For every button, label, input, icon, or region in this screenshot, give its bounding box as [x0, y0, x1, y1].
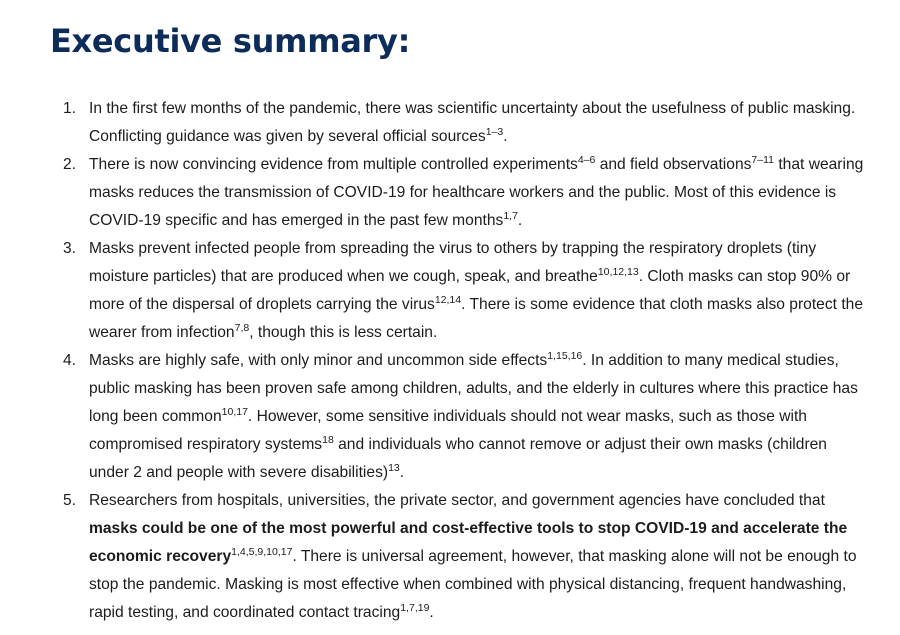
list-item-number: 5.	[63, 492, 77, 509]
citation-superscript: 13	[388, 462, 400, 474]
body-text: . However, some sensitive individuals should not wear masks, such as those with compromised respiratory systems	[89, 408, 807, 453]
citation-superscript: 7–11	[751, 154, 775, 166]
citation-superscript: 1,4,5,9,10,17	[231, 546, 293, 558]
list-item	[0, 95, 865, 151]
list-item	[0, 347, 865, 487]
citation-superscript: 18	[322, 434, 334, 446]
bold-text: masks could be one of the most powerful and cost-effective tools to stop COVID-19 and accelerate the economic recovery	[89, 520, 848, 565]
body-text: . There is some evidence that cloth masks also protect the wearer from infection	[89, 296, 863, 341]
citation-superscript: 12,14	[434, 294, 462, 306]
list-item-number: 3.	[63, 240, 77, 257]
body-text: There is now convincing evidence from multiple controlled experiments	[89, 156, 578, 173]
body-text: In the first few months of the pandemic, there was scientific uncertainty about the usefulness of public masking. Conflicting guidance was given by several official sources	[89, 100, 856, 145]
body-text: .	[517, 212, 523, 229]
citation-superscript: 10,17	[221, 406, 248, 418]
body-text: , though this is less certain.	[249, 324, 438, 341]
list-item-number: 1.	[63, 100, 77, 117]
citation-superscript: 1,15,16	[547, 350, 583, 362]
citation-superscript: 10,12,13	[597, 266, 639, 278]
body-text: . Cloth masks can stop 90% or more of the dispersal of droplets carrying the virus	[89, 268, 851, 313]
citation-superscript: 4–6	[577, 154, 596, 166]
list-item	[0, 235, 865, 347]
summary-list	[0, 95, 865, 627]
body-text: and individuals who cannot remove or adjust their own masks (children under 2 and people with severe disabilities)	[89, 436, 827, 481]
citation-superscript: 1,7,19	[400, 602, 430, 614]
citation-superscript: 1,7	[503, 210, 518, 222]
list-item	[0, 487, 865, 627]
citation-superscript: 1–3	[485, 126, 504, 138]
body-text: and field observations	[595, 156, 752, 173]
body-text: . There is universal agreement, however, that masking alone will not be enough to stop the pandemic. Masking is most effective when combined with physical distancing, frequent handwashing, rapid testing, and coordinated contact tracing	[89, 548, 857, 621]
citation-superscript: 7,8	[234, 322, 250, 334]
list-item	[0, 151, 865, 235]
body-text: Masks prevent infected people from spreading the virus to others by trapping the respiratory droplets (tiny moisture particles) that are produced when we cough, speak, and breathe	[89, 240, 817, 285]
list-item-number: 4.	[63, 352, 77, 369]
body-text: that wearing masks reduces the transmission of COVID-19 for healthcare workers and the public. Most of this evidence is COVID-19 specific and has emerged in the past few months	[89, 156, 864, 229]
list-item-number: 2.	[63, 156, 77, 173]
body-text: .	[429, 604, 434, 621]
page-title: Executive summary:	[50, 22, 411, 60]
body-text: .	[399, 464, 405, 481]
body-text: Masks are highly safe, with only minor and uncommon side effects	[89, 352, 548, 369]
body-text: .	[503, 128, 508, 145]
body-text: Researchers from hospitals, universities, the private sector, and government agencies have concluded that	[89, 492, 825, 509]
body-text: . In addition to many medical studies, public masking has been proven safe among children, adults, and the elderly in cultures where this practice has long been common	[89, 352, 858, 425]
